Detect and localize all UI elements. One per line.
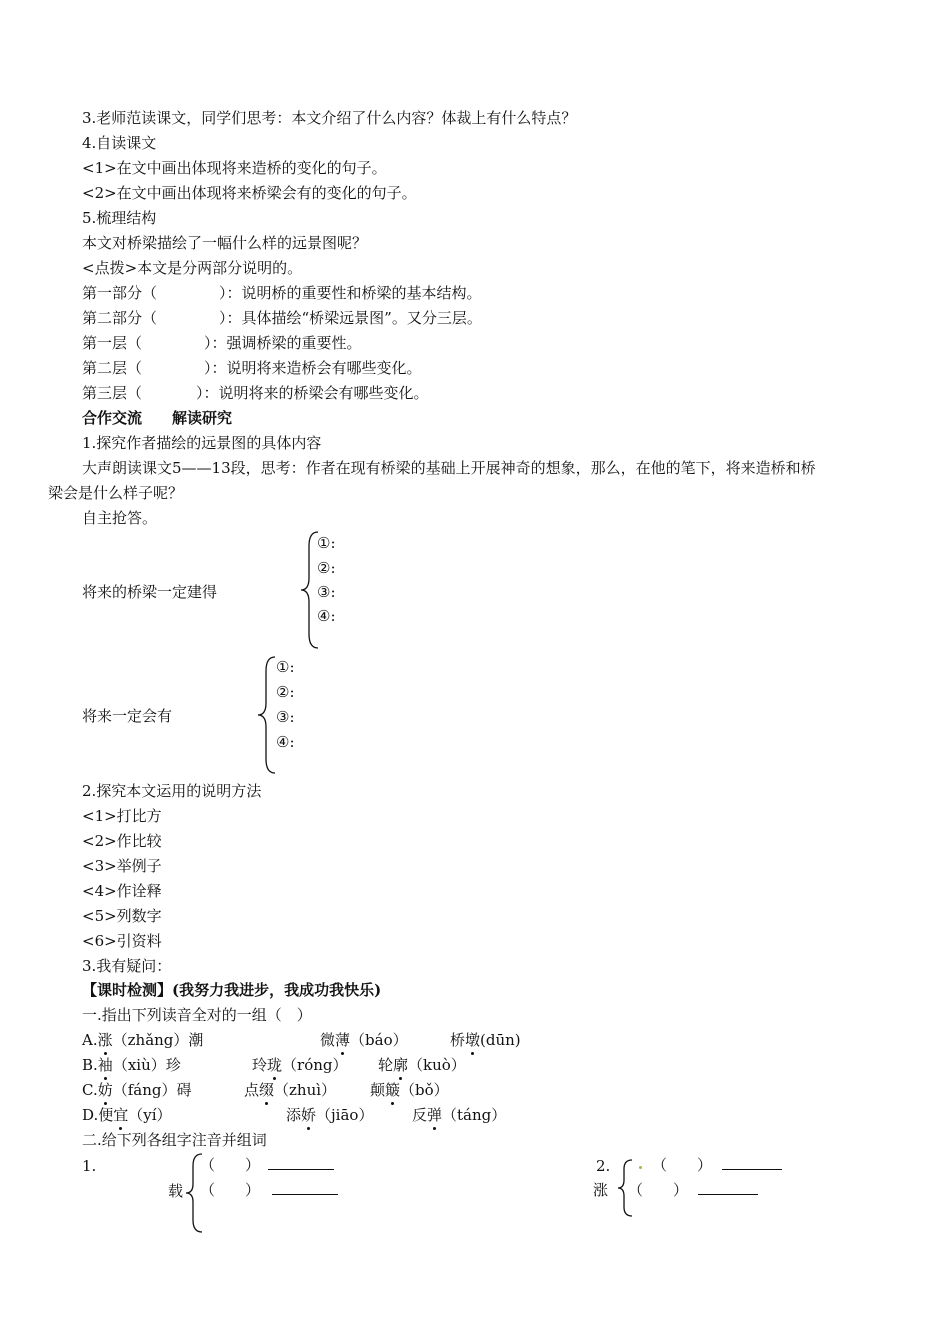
layer-3-line <box>82 383 429 403</box>
section-1-text-line-1: 大声朗读课文5——13段，思考：作者在现有桥梁的基础上开展神奇的想象，那么，在他的笔下，将来造桥和桥 <box>82 459 816 477</box>
brace-2-item-2: ②: <box>276 683 295 701</box>
option-c-part-2: 点缀（zhuì） <box>244 1081 337 1099</box>
section-1-answer: 自主抢答。 <box>82 509 158 527</box>
part-2-line <box>82 308 482 328</box>
method-5: <5>列数字 <box>82 907 162 925</box>
question-5-hint: <点拨>本文是分两部分说明的。 <box>82 259 303 277</box>
group-2-blank-2[interactable] <box>698 1180 758 1195</box>
section-2-heading: 2.探究本文运用的说明方法 <box>82 782 262 800</box>
group-1-blank-2[interactable] <box>272 1180 338 1195</box>
method-2: <2>作比较 <box>82 832 162 850</box>
brace-1-item-2: ②: <box>317 559 336 577</box>
group-1-entry-1: （ ） <box>200 1155 334 1175</box>
question-4: 4.自读课文 <box>82 134 157 152</box>
section-1-text-line-2: 梁会是什么样子呢？ <box>48 484 184 502</box>
part-1-prefix: 第一部分（ <box>82 284 158 302</box>
question-5: 5.梳理结构 <box>82 209 157 227</box>
option-b-part-2: 玲珑（róng） <box>252 1056 348 1074</box>
layer-3-prefix: 第三层（ <box>82 384 143 402</box>
layer-3-suffix: ）：说明将来的桥梁会有哪些变化。 <box>196 384 429 402</box>
option-d-part-1: D.便宜（yí） <box>82 1106 172 1124</box>
option-d-part-2: 添娇（jiāo） <box>286 1106 374 1124</box>
option-b-part-1: B.袖（xiù）珍 <box>82 1056 181 1074</box>
brace-1-item-4: ④: <box>317 607 336 625</box>
brace-2-icon <box>255 655 277 775</box>
group-2-blank-1[interactable] <box>722 1155 782 1170</box>
method-1: <1>打比方 <box>82 807 162 825</box>
layer-2-line <box>82 358 422 378</box>
option-c-part-3: 颠簸（bǒ） <box>370 1081 449 1099</box>
option-a-part-1: A.涨（zhǎng）潮 <box>82 1031 204 1049</box>
group-1-blank-1[interactable] <box>268 1155 334 1170</box>
layer-1-suffix: ）：强调桥梁的重要性。 <box>204 334 362 352</box>
brace-2-label: 将来一定会有 <box>82 707 173 725</box>
question-5-text: 本文对桥梁描绘了一幅什么样的远景图呢？ <box>82 234 368 252</box>
brace-1-item-1: ①: <box>317 534 336 552</box>
option-d-part-3: 反弹（táng） <box>412 1106 507 1124</box>
part-1-suffix: ）：说明桥的重要性和桥梁的基本结构。 <box>219 284 482 302</box>
group-2-char: 涨 <box>593 1181 609 1199</box>
layer-2-suffix: ）：说明将来造桥会有哪些变化。 <box>204 359 422 377</box>
brace-2-item-1: ①: <box>276 658 295 676</box>
group-1-char: 载 <box>168 1182 184 1200</box>
brace-2-item-3: ③: <box>276 708 295 726</box>
option-a-part-3: 桥墩(dūn) <box>450 1031 521 1049</box>
option-b-part-3: 轮廓（kuò） <box>378 1056 466 1074</box>
part-2-prefix: 第二部分（ <box>82 309 158 327</box>
section-1-heading: 1.探究作者描绘的远景图的具体内容 <box>82 434 322 452</box>
method-3: <3>举例子 <box>82 857 162 875</box>
method-6: <6>引资料 <box>82 932 162 950</box>
test-title: 【课时检测】(我努力我进步，我成功我快乐) <box>82 981 382 999</box>
part-1-line <box>82 283 482 303</box>
layer-1-line <box>82 333 362 353</box>
section-title: 合作交流 解读研究 <box>82 409 233 427</box>
stray-dot-mark <box>639 1166 642 1169</box>
layer-2-prefix: 第二层（ <box>82 359 143 377</box>
brace-2-item-4: ④: <box>276 733 295 751</box>
option-c-part-1: C.妨（fáng）碍 <box>82 1081 192 1099</box>
group-2-entry-2: （ ） <box>628 1180 758 1200</box>
part-2-suffix: ）：具体描绘“桥梁远景图”。又分三层。 <box>219 309 482 327</box>
section-3-heading: 3.我有疑问： <box>82 957 172 975</box>
group-2-number: 2. <box>596 1157 611 1175</box>
test-question-1: 一.指出下列读音全对的一组（ ） <box>82 1006 312 1024</box>
layer-1-prefix: 第一层（ <box>82 334 143 352</box>
question-4-item-1: <1>在文中画出体现将来造桥的变化的句子。 <box>82 159 387 177</box>
question-4-item-2: <2>在文中画出体现将来桥梁会有的变化的句子。 <box>82 184 417 202</box>
question-3: 3.老师范读课文，同学们思考：本文介绍了什么内容？体裁上有什么特点？ <box>82 109 577 127</box>
method-4: <4>作诠释 <box>82 882 162 900</box>
brace-1-label: 将来的桥梁一定建得 <box>82 583 218 601</box>
test-question-2: 二.给下列各组字注音并组词 <box>82 1131 267 1149</box>
option-a-part-2: 微薄（báo） <box>320 1031 408 1049</box>
group-1-number: 1. <box>82 1157 97 1175</box>
brace-1-item-3: ③: <box>317 583 336 601</box>
group-1-entry-2: （ ） <box>200 1180 338 1200</box>
group-2-entry-1: （ ） <box>652 1155 782 1175</box>
